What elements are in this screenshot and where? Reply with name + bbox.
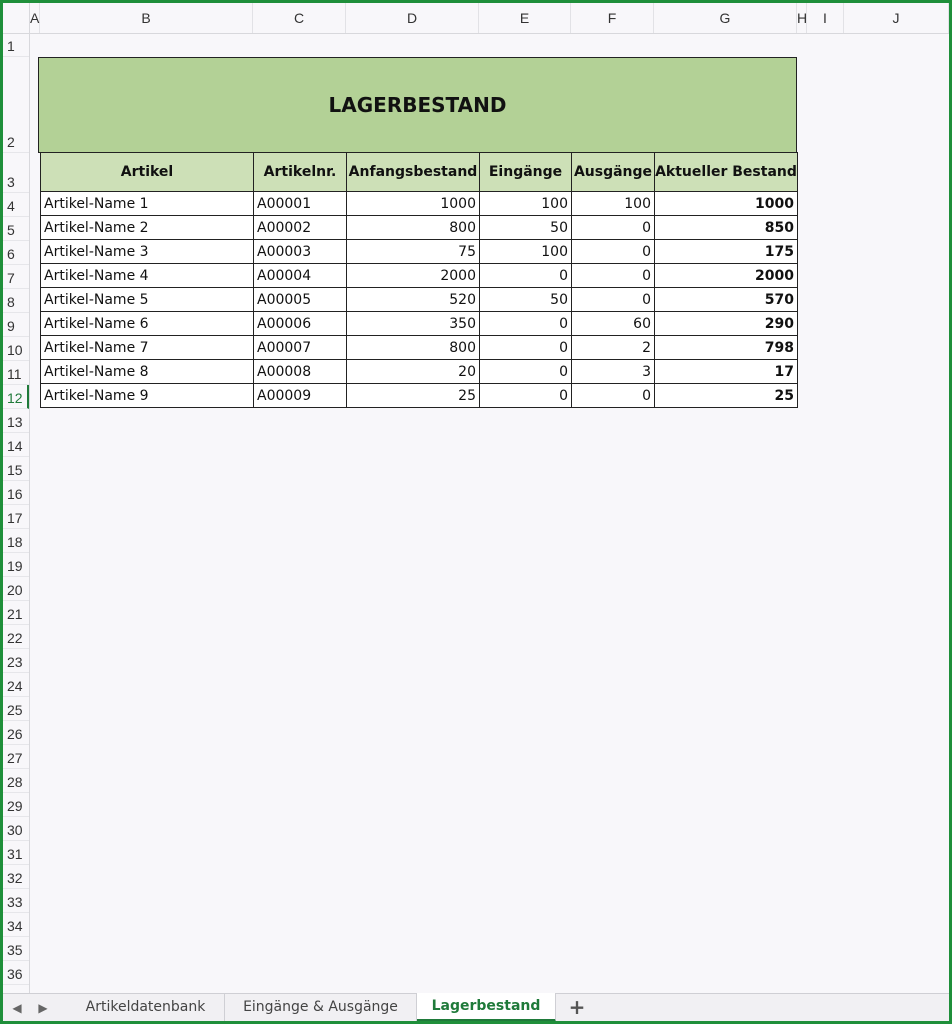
column-header-f[interactable]: F — [571, 3, 654, 33]
row-header-30[interactable]: 30 — [3, 817, 29, 841]
table-cell[interactable]: Artikel-Name 7 — [40, 335, 254, 360]
row-header-6[interactable]: 6 — [3, 241, 29, 265]
sheet-tab[interactable]: Artikeldatenbank — [67, 994, 225, 1022]
row-header-17[interactable]: 17 — [3, 505, 29, 529]
table-cell[interactable]: A00002 — [253, 215, 347, 240]
table-cell[interactable]: 0 — [571, 215, 655, 240]
table-header-cell[interactable]: Artikelnr. — [253, 152, 347, 192]
add-sheet-button[interactable]: + — [568, 995, 586, 1019]
table-cell[interactable]: Artikel-Name 1 — [40, 191, 254, 216]
table-cell[interactable]: 60 — [571, 311, 655, 336]
table-header-cell[interactable]: Eingänge — [479, 152, 572, 192]
row-header-12[interactable]: 12 — [3, 385, 29, 409]
select-all-corner[interactable] — [3, 3, 30, 33]
row-header-18[interactable]: 18 — [3, 529, 29, 553]
row-header-32[interactable]: 32 — [3, 865, 29, 889]
table-cell[interactable]: 0 — [479, 335, 572, 360]
table-cell[interactable]: Artikel-Name 9 — [40, 383, 254, 408]
table-cell[interactable]: 0 — [571, 287, 655, 312]
table-cell[interactable]: Artikel-Name 5 — [40, 287, 254, 312]
table-cell[interactable]: 0 — [571, 239, 655, 264]
sheet-tab[interactable]: Lagerbestand — [417, 993, 556, 1022]
table-cell[interactable]: 520 — [346, 287, 480, 312]
chevron-right-icon[interactable]: ▶ — [38, 1001, 48, 1015]
table-cell[interactable]: A00008 — [253, 359, 347, 384]
row-header-11[interactable]: 11 — [3, 361, 29, 385]
row-header-1[interactable]: 1 — [3, 33, 29, 57]
row-header-16[interactable]: 16 — [3, 481, 29, 505]
row-header-14[interactable]: 14 — [3, 433, 29, 457]
table-cell[interactable]: A00001 — [253, 191, 347, 216]
row-header-23[interactable]: 23 — [3, 649, 29, 673]
row-header-8[interactable]: 8 — [3, 289, 29, 313]
table-cell[interactable]: A00005 — [253, 287, 347, 312]
table-cell[interactable]: 0 — [571, 383, 655, 408]
row-header-31[interactable]: 31 — [3, 841, 29, 865]
row-header-28[interactable]: 28 — [3, 769, 29, 793]
column-header-j[interactable]: J — [844, 3, 949, 33]
table-cell[interactable]: 570 — [654, 287, 798, 312]
table-cell[interactable]: 175 — [654, 239, 798, 264]
table-cell[interactable]: 1000 — [346, 191, 480, 216]
column-header-h[interactable]: H — [797, 3, 807, 33]
spreadsheet-grid[interactable] — [3, 3, 949, 993]
row-header-2[interactable]: 2 — [3, 57, 29, 153]
table-cell[interactable]: Artikel-Name 3 — [40, 239, 254, 264]
column-header-c[interactable]: C — [253, 3, 346, 33]
row-header-bar — [3, 33, 30, 993]
column-header-bar — [3, 3, 949, 34]
sheet-tab[interactable]: Eingänge & Ausgänge — [225, 994, 417, 1022]
row-header-35[interactable]: 35 — [3, 937, 29, 961]
row-header-19[interactable]: 19 — [3, 553, 29, 577]
row-header-9[interactable]: 9 — [3, 313, 29, 337]
row-header-13[interactable]: 13 — [3, 409, 29, 433]
column-header-a[interactable]: A — [30, 3, 40, 33]
row-header-21[interactable]: 21 — [3, 601, 29, 625]
table-cell[interactable]: 0 — [479, 359, 572, 384]
table-cell[interactable]: 50 — [479, 215, 572, 240]
row-header-4[interactable]: 4 — [3, 193, 29, 217]
row-header-29[interactable]: 29 — [3, 793, 29, 817]
row-header-10[interactable]: 10 — [3, 337, 29, 361]
row-header-34[interactable]: 34 — [3, 913, 29, 937]
row-header-25[interactable]: 25 — [3, 697, 29, 721]
row-header-20[interactable]: 20 — [3, 577, 29, 601]
table-cell[interactable]: Artikel-Name 6 — [40, 311, 254, 336]
chevron-left-icon[interactable]: ◀ — [12, 1001, 22, 1015]
table-cell[interactable]: 2 — [571, 335, 655, 360]
table-title[interactable]: LAGERBESTAND — [38, 57, 797, 153]
table-cell[interactable]: 800 — [346, 215, 480, 240]
table-header-cell[interactable]: Ausgänge — [571, 152, 655, 192]
table-cell[interactable]: A00006 — [253, 311, 347, 336]
table-cell[interactable]: Artikel-Name 8 — [40, 359, 254, 384]
table-cell[interactable]: 3 — [571, 359, 655, 384]
table-header-cell[interactable]: Artikel — [40, 152, 254, 192]
table-cell[interactable]: 0 — [479, 311, 572, 336]
column-header-d[interactable]: D — [346, 3, 479, 33]
table-cell[interactable]: 1000 — [654, 191, 798, 216]
sheet-tab-bar — [3, 993, 949, 1022]
table-header-cell[interactable]: Aktueller Bestand — [654, 152, 798, 192]
table-cell[interactable]: 100 — [479, 239, 572, 264]
row-header-5[interactable]: 5 — [3, 217, 29, 241]
column-header-i[interactable]: I — [807, 3, 844, 33]
row-header-22[interactable]: 22 — [3, 625, 29, 649]
table-cell[interactable]: 75 — [346, 239, 480, 264]
row-header-27[interactable]: 27 — [3, 745, 29, 769]
row-header-33[interactable]: 33 — [3, 889, 29, 913]
table-cell[interactable]: 0 — [479, 383, 572, 408]
table-cell[interactable]: A00003 — [253, 239, 347, 264]
table-cell[interactable]: 0 — [571, 263, 655, 288]
table-cell[interactable]: 25 — [346, 383, 480, 408]
row-header-26[interactable]: 26 — [3, 721, 29, 745]
table-cell[interactable]: Artikel-Name 2 — [40, 215, 254, 240]
table-cell[interactable]: 2000 — [654, 263, 798, 288]
table-cell[interactable]: 50 — [479, 287, 572, 312]
row-header-36[interactable]: 36 — [3, 961, 29, 985]
row-header-3[interactable]: 3 — [3, 153, 29, 193]
table-cell[interactable]: 2000 — [346, 263, 480, 288]
table-cell[interactable]: 100 — [479, 191, 572, 216]
table-cell[interactable]: 17 — [654, 359, 798, 384]
table-cell[interactable]: A00009 — [253, 383, 347, 408]
column-header-g[interactable]: G — [654, 3, 797, 33]
table-cell[interactable]: 350 — [346, 311, 480, 336]
row-header-24[interactable]: 24 — [3, 673, 29, 697]
table-cell[interactable]: 290 — [654, 311, 798, 336]
table-cell[interactable]: A00004 — [253, 263, 347, 288]
table-cell[interactable]: Artikel-Name 4 — [40, 263, 254, 288]
table-header-cell[interactable]: Anfangsbestand — [346, 152, 480, 192]
table-cell[interactable]: 850 — [654, 215, 798, 240]
table-cell[interactable]: 798 — [654, 335, 798, 360]
table-cell[interactable]: 800 — [346, 335, 480, 360]
table-cell[interactable]: 20 — [346, 359, 480, 384]
table-cell[interactable]: 25 — [654, 383, 798, 408]
column-header-e[interactable]: E — [479, 3, 571, 33]
table-cell[interactable]: 0 — [479, 263, 572, 288]
table-cell[interactable]: A00007 — [253, 335, 347, 360]
table-cell[interactable]: 100 — [571, 191, 655, 216]
row-header-15[interactable]: 15 — [3, 457, 29, 481]
column-header-b[interactable]: B — [40, 3, 253, 33]
row-header-7[interactable]: 7 — [3, 265, 29, 289]
